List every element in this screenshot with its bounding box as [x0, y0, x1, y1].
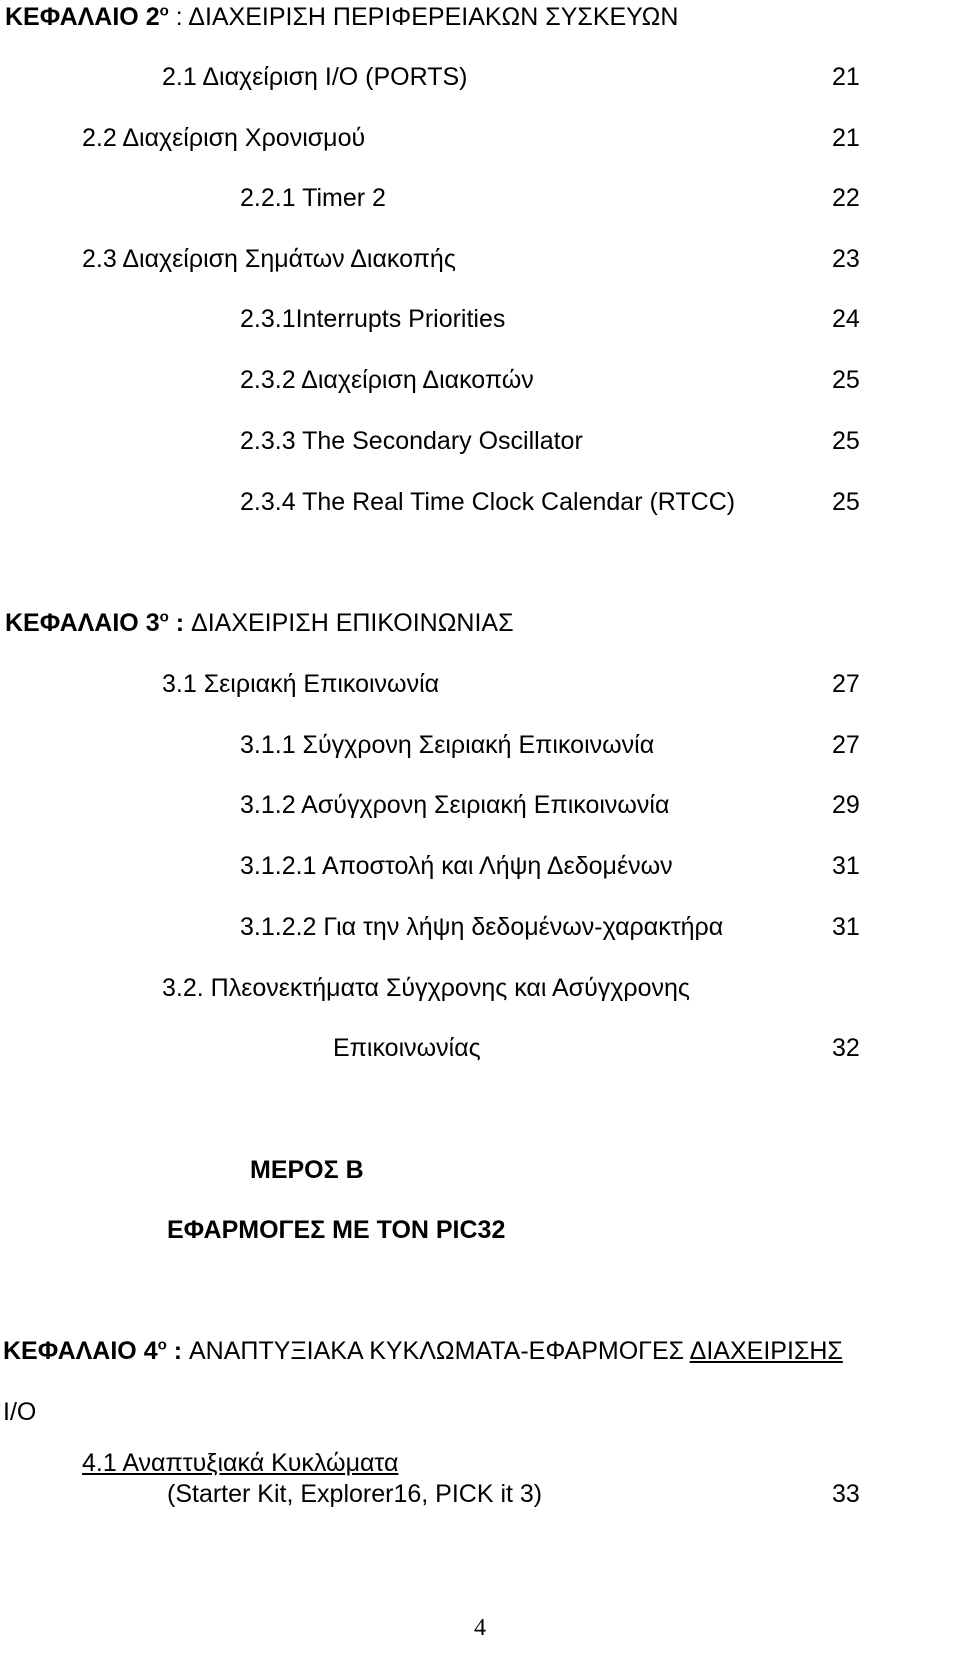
toc-page-3-1-2-2: 31	[832, 913, 860, 941]
toc-page-3-2: 32	[832, 1034, 860, 1062]
toc-page-2-2-1: 22	[832, 184, 860, 212]
toc-page-2-1: 21	[832, 63, 860, 91]
toc-page-2-3-4: 25	[832, 488, 860, 516]
page-number: 4	[474, 1615, 486, 1641]
toc-entry-2-3-1: 2.3.1Interrupts Priorities	[240, 305, 506, 333]
toc-page-2-3-3: 25	[832, 427, 860, 455]
toc-entry-3-1: 3.1 Σειριακή Επικοινωνία	[162, 670, 440, 698]
toc-page-2-2: 21	[832, 124, 860, 152]
toc-entry-2-3-3: 2.3.3 The Secondary Oscillator	[240, 427, 583, 455]
chapter3-prefix: ΚΕΦΑΛΑΙΟ 3	[5, 609, 160, 637]
chapter2-sup: ο	[159, 2, 169, 20]
toc-entry-2-2: 2.2 Διαχείριση Χρονισμού	[82, 124, 366, 152]
toc-entry-3-1-2-2: 3.1.2.2 Για την λήψη δεδομένων-χαρακτήρα	[240, 913, 724, 941]
toc-entry-3-1-2-1: 3.1.2.1 Αποστολή και Λήψη Δεδομένων	[240, 852, 673, 880]
chapter3-sup: ο	[159, 608, 169, 626]
toc-entry-2-2-1: 2.2.1 Timer 2	[240, 184, 386, 212]
part-b-title: ΜΕΡΟΣ Β	[250, 1156, 364, 1184]
chapter4-heading	[3, 1336, 843, 1366]
chapter2-prefix: ΚΕΦΑΛΑΙΟ 2	[5, 3, 160, 31]
toc-page-3-1-2: 29	[832, 791, 860, 819]
chapter3-heading	[5, 608, 514, 638]
toc-entry-4-1-line1: 4.1 Αναπτυξιακά Κυκλώματα	[82, 1449, 399, 1477]
chapter4-sup: ο	[157, 1336, 167, 1354]
toc-page-4-1: 33	[832, 1480, 860, 1508]
chapter4-prefix: ΚΕΦΑΛΑΙΟ 4	[3, 1337, 158, 1365]
toc-entry-2-1: 2.1 Διαχείριση I/O (PORTS)	[162, 63, 468, 91]
part-b-subtitle: ΕΦΑΡΜΟΓΕΣ ΜΕ ΤΟΝ PIC32	[167, 1216, 506, 1244]
chapter3-colon: :	[168, 609, 191, 637]
toc-entry-3-2-cont: Επικοινωνίας	[333, 1034, 481, 1062]
chapter4-title-b: ΔΙΑΧΕΙΡΙΣΗΣ	[689, 1337, 843, 1365]
toc-entry-3-1-2: 3.1.2 Ασύγχρονη Σειριακή Επικοινωνία	[240, 791, 670, 819]
chapter4-title-a: ΑΝΑΠΤΥΞΙΑΚΑ ΚΥΚΛΩΜΑΤΑ-ΕΦΑΡΜΟΓΕΣ	[189, 1337, 690, 1365]
toc-page-3-1-2-1: 31	[832, 852, 860, 880]
toc-page-2-3: 23	[832, 245, 860, 273]
chapter4-colon: :	[166, 1337, 189, 1365]
toc-entry-2-3-4: 2.3.4 The Real Time Clock Calendar (RTCC)	[240, 488, 736, 516]
chapter2-title: : ΔΙΑΧΕΙΡΙΣΗ ΠΕΡΙΦΕΡΕΙΑΚΩΝ ΣΥΣΚΕΥΩΝ	[168, 3, 679, 31]
chapter2-heading	[5, 2, 678, 32]
toc-page-3-1: 27	[832, 670, 860, 698]
toc-entry-3-1-1: 3.1.1 Σύγχρονη Σειριακή Επικοινωνία	[240, 731, 655, 759]
toc-entry-4-1-line2: (Starter Kit, Explorer16, PICK it 3)	[167, 1480, 543, 1508]
toc-entry-2-3-2: 2.3.2 Διαχείριση Διακοπών	[240, 366, 534, 394]
toc-entry-2-3: 2.3 Διαχείριση Σημάτων Διακοπής	[82, 245, 456, 273]
toc-entry-4-1	[82, 1448, 398, 1478]
chapter3-title: ΔΙΑΧΕΙΡΙΣΗ ΕΠΙΚΟΙΝΩΝΙΑΣ	[191, 609, 514, 637]
toc-page-2-3-2: 25	[832, 366, 860, 394]
toc-entry-3-2: 3.2. Πλεονεκτήματα Σύγχρονης και Ασύγχρονης	[162, 974, 690, 1002]
chapter4-title-cont: I/O	[3, 1398, 37, 1426]
toc-page-3-1-1: 27	[832, 731, 860, 759]
toc-page-2-3-1: 24	[832, 305, 860, 333]
